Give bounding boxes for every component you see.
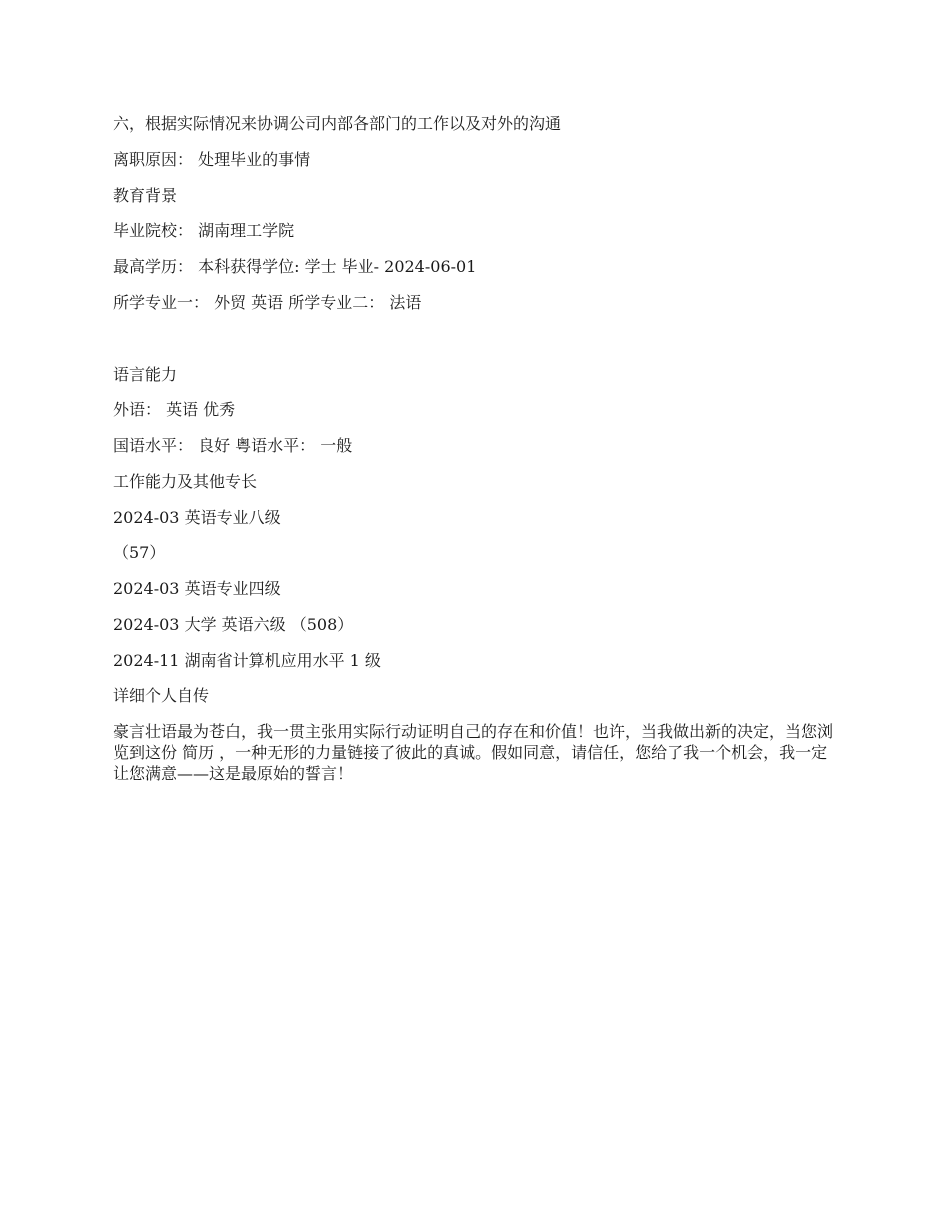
cert-cet6: 2024-03 大学 英语六级 （508） [113, 615, 354, 634]
cert-computer: 2024-11 湖南省计算机应用水平 1 级 [113, 651, 381, 670]
job-duty-line: 六，根据实际情况来协调公司内部各部门的工作以及对外的沟通 [113, 114, 562, 133]
cert-tem4: 2024-03 英语专业四级 [113, 579, 281, 598]
autobiography-text: 豪言壮语最为苍白，我一贯主张用实际行动证明自己的存在和价值！也许，当我做出新的决定，当您浏览到这份 简历 ，一种无形的力量链接了彼此的真诚。假如同意，请信任，您给了我一个机会，我一定让您满意——这是最原始的誓言！ [113, 722, 834, 783]
education-heading: 教育背景 [113, 186, 178, 205]
leave-reason: 离职原因： 处理毕业的事情 [113, 150, 311, 169]
cert-tem8-score: （57） [113, 543, 166, 562]
foreign-language: 外语： 英语 优秀 [113, 400, 236, 419]
highest-degree: 最高学历： 本科获得学位: 学士 毕业- 2024-06-01 [113, 257, 477, 276]
cert-tem8: 2024-03 英语专业八级 [113, 508, 281, 527]
skills-heading: 工作能力及其他专长 [113, 472, 258, 491]
language-heading: 语言能力 [113, 365, 178, 384]
majors: 所学专业一： 外贸 英语 所学专业二： 法语 [113, 293, 422, 312]
dialect-levels: 国语水平： 良好 粤语水平： 一般 [113, 436, 353, 455]
graduate-school: 毕业院校： 湖南理工学院 [113, 221, 295, 240]
autobiography-heading: 详细个人自传 [113, 686, 210, 705]
